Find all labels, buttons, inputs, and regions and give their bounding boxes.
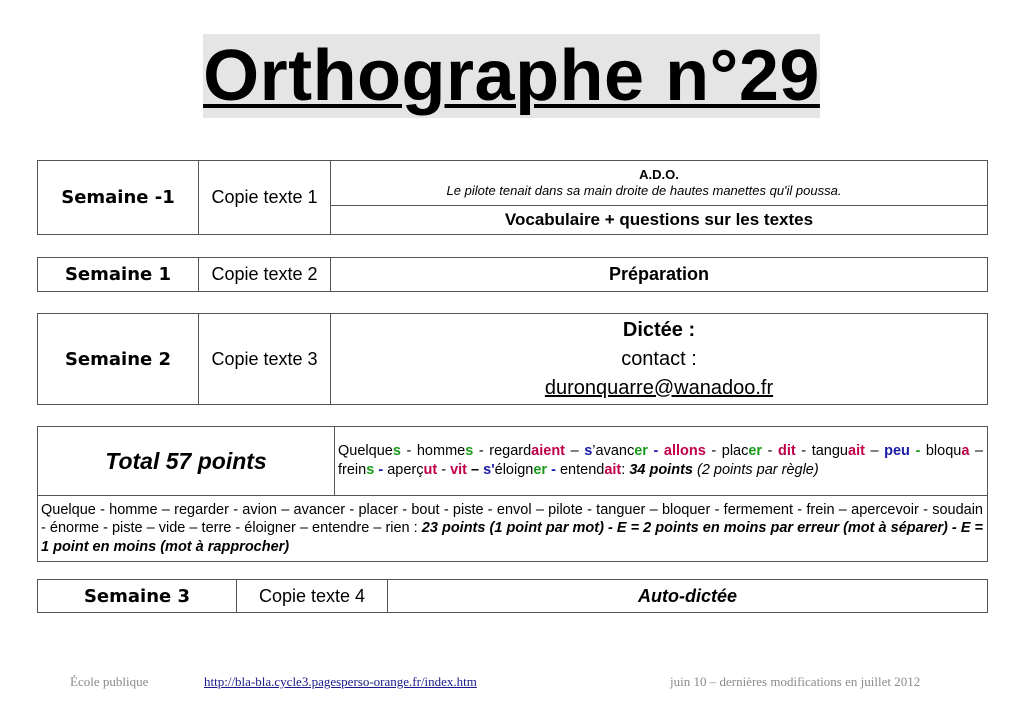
email-link[interactable]: duronquarre@wanadoo.fr <box>544 376 774 399</box>
word: dit <box>778 443 796 459</box>
activity-label: Préparation <box>331 258 988 292</box>
points-note: (2 points par règle) <box>697 462 819 478</box>
copy-label: Copie texte 1 <box>199 161 331 235</box>
week-2-table <box>37 313 988 405</box>
word-list-cell <box>38 496 988 562</box>
dictee-cell <box>331 314 988 405</box>
word: vit <box>450 462 467 478</box>
copy-label: Copie texte 3 <box>199 314 331 405</box>
activity-label: Vocabulaire + questions sur les textes <box>331 206 988 235</box>
week-minus-1-table <box>37 160 988 235</box>
footer-url-link[interactable]: http://bla-bla.cycle3.pagesperso-orange.fr/index.htm <box>204 674 477 689</box>
week-label: Semaine -1 <box>38 161 199 235</box>
week-label: Semaine 1 <box>38 258 199 292</box>
ado-text: Le pilote tenait dans sa main droite de hautes manettes qu'il poussa. <box>446 183 842 198</box>
week-3-table <box>37 579 988 613</box>
total-words-cell: Quelques - hommes - regardaient – s’avancer - allons - placer - dit - tanguait – peu - bloqua – freins - aperçut - vit – s'éloigner - entendait: 34 points (2 points par règle) <box>335 427 988 496</box>
points-value: 34 points <box>629 462 693 478</box>
word: regard <box>489 443 532 459</box>
word-list: Quelque - homme – regarder - avion – avancer - placer - bout - piste - envol – pilote - tanguer – bloquer - fermement - frein – apercevoir - soudain - énorme - piste – vide – terre - éloigner – entendre – rien : <box>41 501 983 537</box>
footer-school: École publique <box>70 674 149 689</box>
activity-label: Auto-dictée <box>388 580 988 613</box>
word: homme <box>416 443 466 459</box>
copy-label: Copie texte 4 <box>237 580 388 613</box>
copy-label: Copie texte 2 <box>199 258 331 292</box>
dictee-label: Dictée : <box>622 318 696 341</box>
word: peu <box>884 443 910 459</box>
word: Quelque <box>338 443 393 459</box>
total-label: Total 57 points <box>38 427 335 496</box>
page-title: Orthographe n°29 <box>203 36 820 116</box>
title-banner <box>203 34 820 118</box>
week-label: Semaine 2 <box>38 314 199 405</box>
ado-cell <box>331 161 988 206</box>
week-1-table <box>37 257 988 292</box>
total-table <box>37 426 988 562</box>
week-label: Semaine 3 <box>38 580 237 613</box>
word-list-points: 23 points (1 point par mot) - E = 2 points en moins par erreur (mot à séparer) - E = 1 point en moins (mot à rapprocher) <box>41 520 984 555</box>
word: allons <box>663 443 706 459</box>
footer-date: juin 10 – dernières modifications en juillet 2012 <box>670 674 921 689</box>
ado-label: A.D.O. <box>639 167 679 182</box>
contact-label: contact : <box>621 347 697 370</box>
